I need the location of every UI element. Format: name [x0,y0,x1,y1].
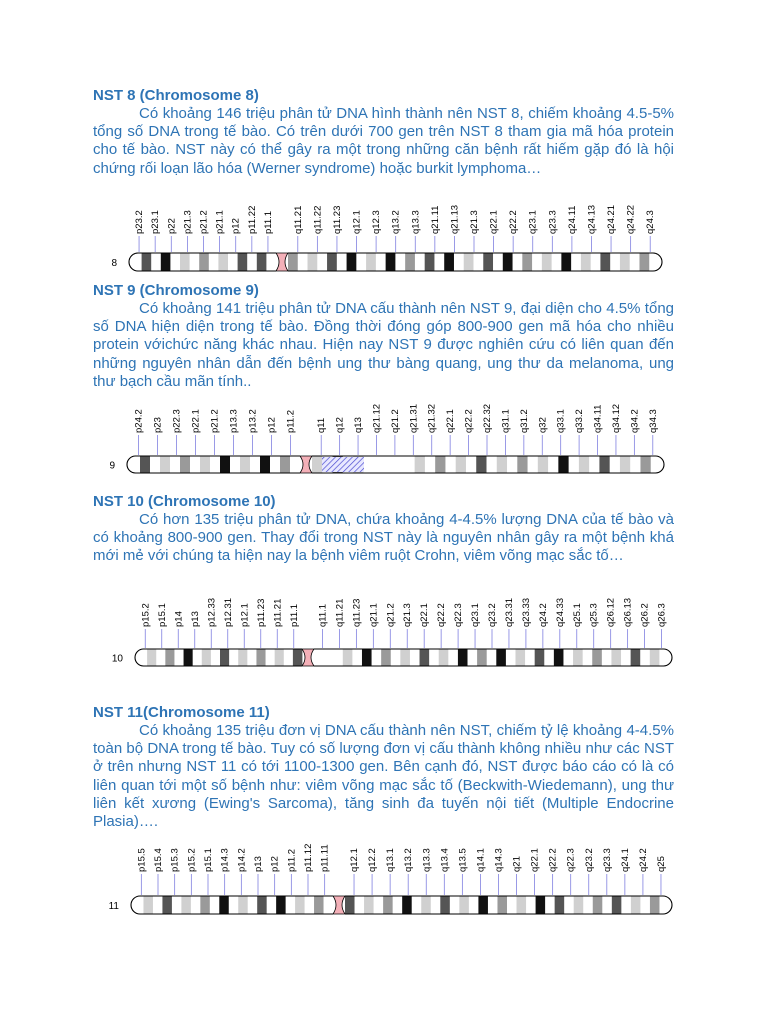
chromosome-band [526,896,536,914]
chromosome-band [305,896,315,914]
chromosome-band [134,896,144,914]
band-label: q11.23 [331,205,343,234]
chromosome-band [345,896,355,914]
chromosome-band [143,896,153,914]
band-label: p15.5 [136,848,148,872]
band-label: q21.2 [389,409,401,433]
band-label: q23.31 [503,597,515,627]
band-label: q12.3 [371,210,383,234]
band-label: q34.2 [629,409,641,433]
band-label: p12 [230,218,242,234]
band-label: q22.1 [529,848,541,872]
chromosome-band [583,896,593,914]
band-label: q21.32 [426,403,438,433]
band-label: p11.11 [319,844,331,872]
band-label: q11.23 [351,598,363,627]
chromosome-number: 11 [108,901,119,912]
band-label: q33.1 [555,409,567,433]
chromosome-band [478,896,488,914]
chromosome-band [650,896,660,914]
band-label: q22.2 [436,603,448,627]
chromosome-band [393,896,403,914]
band-label: p12 [269,856,281,872]
band-label: q13.4 [439,848,451,872]
band-label: q23.3 [601,848,613,872]
band-label: q13 [353,417,365,433]
band-label: q22.1 [488,210,500,234]
section-title: NST 11(Chromosome 11) [93,704,270,721]
band-label: q26.2 [639,603,651,627]
band-label: q34.12 [610,403,622,433]
band-label: p15.2 [186,848,198,872]
band-label: q13.2 [403,848,415,872]
chromosome-band [191,896,201,914]
band-label: p21.3 [182,210,194,234]
chromosome-band [488,896,498,914]
band-label: q21.3 [469,210,480,234]
band-label: p11.23 [255,598,267,627]
chromosome-band [412,896,422,914]
band-label: p21.2 [209,409,221,433]
chromosome-band [295,896,305,914]
chromosome-band [631,896,641,914]
band-label: q12.2 [367,848,379,872]
band-label: q32 [537,417,549,433]
band-label: q13.1 [385,848,397,872]
chromosome-band [383,896,393,914]
chromosome-band [640,896,650,914]
band-label: p23.2 [134,210,146,234]
band-label: p14.3 [219,848,231,872]
band-label: p11.2 [285,409,297,433]
band-label: q26.12 [605,597,617,627]
chromosome-band [431,896,441,914]
band-label: p22.1 [190,409,202,433]
band-label: q26.3 [656,603,668,627]
chromosome-band [545,896,555,914]
band-label: p15.3 [169,848,181,872]
chromosome-number: 10 [111,653,123,665]
band-label: q26.13 [622,597,634,627]
band-label: q23.1 [527,210,539,234]
chromosome-band [219,896,229,914]
band-label: q22.3 [453,603,465,627]
chromosome-number: 9 [109,460,115,472]
chromosome-band [564,896,574,914]
band-label: q22.2 [508,210,520,234]
band-label: q12.1 [349,848,361,872]
band-label: p15.1 [203,848,214,872]
band-label: q34.11 [592,404,604,433]
band-label: q21.12 [371,403,383,433]
section-title: NST 10 (Chromosome 10) [93,493,276,510]
band-label: q13.3 [410,210,422,234]
band-label: p24.2 [133,409,145,433]
chromosome-band [659,896,669,914]
band-label: q23.2 [487,603,498,627]
band-label: p21.1 [214,210,226,234]
band-label: q24.1 [619,848,631,872]
band-label: q24.22 [625,204,637,234]
chromosome-band [364,896,374,914]
chromosome-band [153,896,163,914]
chromosome-band [517,896,527,914]
band-label: p21.2 [198,210,210,234]
band-label: q31.1 [500,409,512,433]
chromosome-band [267,896,277,914]
band-label: p12.33 [206,597,218,627]
chromosome-band [497,896,507,914]
chromosome-band [210,896,220,914]
band-label: q22.1 [445,409,457,433]
band-label: p14.2 [236,848,248,872]
band-label: p11.12 [303,843,314,872]
section-paragraph: Có khoảng 135 triệu đơn vị DNA cấu thành nên NST, chiếm tỷ lệ khoảng 4-4.5% toàn bộ DNA trong tế bào. Tuy có số lượng đơn vị cấu thành không nhiều như các NST ở trên nhưng NST 11 có tới 1100-1300 gen. Bên cạnh đó, NST được báo cáo có là có liên quan tới một số bệnh như: viêm võng mạc sắc tố (Beckwith-Wiedemann), ung thư liên kết xương (Ewing's Sarcoma), tăng sinh đa tuyến nội tiết (Multiple Endocrine Plasia)…. [93,722,674,831]
chromosome-band [229,896,239,914]
band-label: q34.3 [647,409,659,433]
band-label: q22.32 [482,403,493,433]
band-label: q11.21 [334,598,346,627]
band-label: q24.2 [637,848,649,872]
band-label: p15.1 [156,603,168,627]
chromosome-band [593,896,603,914]
band-label: p11.2 [286,848,298,872]
section-title: NST 9 (Chromosome 9) [93,282,259,299]
chromosome-band [248,896,258,914]
band-label: p15.2 [140,603,152,627]
section-paragraph: Có khoảng 146 triệu phân tử DNA hình thành nên NST 8, chiếm khoảng 4.5-5% tổng số DNA trong tế bào. Có trên dưới 700 gen trên NST 8 tham gia mã hóa protein cho tế bào. NST này có thể gây ra một trong những căn bệnh rất hiếm gặp đó là hội chứng rối loạn lão hóa (Werner syndrome) hoặc burkit lymphoma… [93,105,674,177]
chromosome-band [421,896,431,914]
band-label: q11 [316,417,328,433]
band-label: p13.3 [228,409,240,433]
band-label: q24.13 [586,204,598,234]
band-label: q11.21 [292,205,304,234]
chromosome-number: 8 [111,258,117,269]
band-label: q25.1 [571,603,583,627]
band-label: q21.3 [402,603,414,627]
chromosome-band [459,896,469,914]
band-label: q25.3 [588,603,600,627]
band-label: p12 [266,417,278,433]
band-label: p22.3 [171,409,183,433]
band-label: q24.33 [554,597,566,627]
section-title: NST 8 (Chromosome 8) [93,87,259,104]
band-label: p14 [173,611,185,627]
band-label: q21.13 [449,204,461,234]
chromosome-band [612,896,622,914]
band-label: q24.3 [645,210,657,234]
band-label: q12.1 [351,210,363,234]
band-label: q14.3 [493,848,505,872]
chromosome-band [355,896,365,914]
chromosome-band [257,896,267,914]
chromosome-band [440,896,450,914]
band-label: q23.1 [470,603,482,627]
chromosome-band [507,896,517,914]
band-label: q22.3 [565,848,577,872]
chromosome-band [536,896,546,914]
band-label: q31.2 [518,409,530,433]
chromosome-band [324,896,334,914]
chromosome-band [555,896,565,914]
chromosome-band [162,896,172,914]
band-label: q22.1 [419,603,431,627]
band-label: p23 [152,417,164,433]
band-label: q11.22 [312,205,324,234]
band-label: q22.2 [547,848,559,872]
band-label: p12.31 [222,597,234,627]
band-label: q21.1 [368,603,380,627]
band-label: q13.3 [421,848,433,872]
band-label: p11.1 [262,210,274,234]
chromosome-band [402,896,412,914]
band-label: p11.21 [272,598,284,627]
band-label: q23.3 [547,210,559,234]
band-label: p15.4 [153,848,164,872]
chromosome-band [574,896,584,914]
chromosome-band [238,896,248,914]
centromere [333,896,345,914]
band-label: q24.11 [566,205,578,234]
band-label: q21.31 [408,403,420,433]
band-label: q21 [511,856,523,872]
band-label: q21.11 [429,205,441,234]
chromosome-band [181,896,191,914]
band-label: p13 [253,856,264,872]
band-label: q24.2 [537,603,549,627]
band-label: q23.33 [520,597,532,627]
chromosome-band [450,896,460,914]
chromosome-band [286,896,296,914]
band-label: p23.1 [150,210,162,234]
section-paragraph: Có khoảng 141 triệu phân tử DNA cấu thành nên NST 9, đại diện cho 4.5% tổng số DNA hiện diện trong tế bào. Đồng thời đóng góp 800-900 gen mã hóa cho nhiều protein vớichức năng khác nhau. Hiện nay NST 9 được nghiên cứu có liên quan đến những nguyên nhân dẫn đến bệnh ung thư bàng quang, ung thư da melanoma, ung thư bạch cầu mãn tính.. [93,300,674,390]
band-label: q24.21 [606,204,618,234]
band-label: p12.1 [239,603,251,627]
band-label: p13.2 [247,409,259,433]
chromosome-band [172,896,182,914]
band-label: q13.2 [390,210,402,234]
band-label: q23.2 [583,848,595,872]
band-label: p11.1 [288,603,300,627]
chromosome-band [621,896,631,914]
band-label: q11.1 [317,603,329,627]
band-label: p22 [166,218,178,234]
band-label: q21.2 [385,603,397,627]
band-label: q25 [655,856,667,872]
section-paragraph: Có hơn 135 triệu phân tử DNA, chứa khoảng 4-4.5% lượng DNA của tế bào và có khoảng 800-900 gen. Thay đổi trong NST này là nguyên nhân gây ra một bệnh khá mới mẻ với chúng ta hiện nay la bệnh viêm ruột Crohn, viêm võng mạc sắc tố… [93,511,674,565]
chromosome-band [314,896,324,914]
chromosome-band [374,896,384,914]
band-label: q33.2 [574,409,586,433]
band-label: p11.22 [246,205,258,234]
chromosome-band [602,896,612,914]
band-strip [134,896,669,914]
chromosome-band [469,896,479,914]
band-label: q22.2 [463,409,475,433]
chromosome-band [276,896,286,914]
band-label: p13 [189,611,201,627]
chromosome-band [200,896,210,914]
band-label: q12 [334,417,346,433]
band-label: q13.5 [457,848,469,872]
band-label: q14.1 [475,848,487,872]
